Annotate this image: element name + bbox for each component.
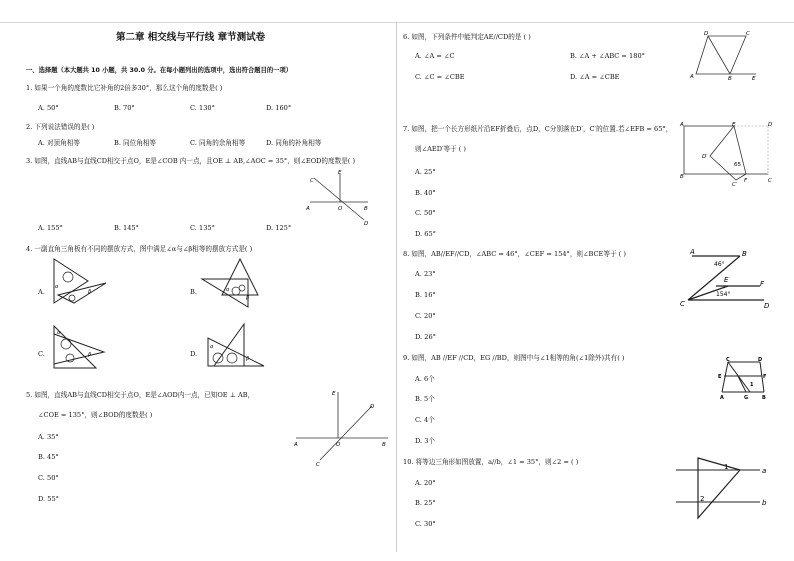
- q4a-alpha: α: [55, 284, 59, 290]
- q8-figure: [680, 248, 774, 310]
- q4-figure-c: [48, 324, 106, 372]
- q8-option-d[interactable]: D. 26°: [415, 333, 436, 341]
- q7-option-d[interactable]: D. 65°: [415, 230, 436, 238]
- q5-option-d[interactable]: D. 55°: [38, 495, 59, 503]
- q4-figure-d: [204, 322, 270, 368]
- q5-label-d: D: [370, 404, 375, 410]
- q8-label-e: E: [724, 276, 729, 284]
- q4c-beta: β: [88, 352, 92, 358]
- q3-label-d: D: [364, 221, 369, 227]
- q10-option-b[interactable]: B. 25°: [415, 499, 436, 507]
- q9-label-e: E: [718, 374, 722, 380]
- q9-label-b: B: [762, 395, 766, 401]
- question-9-stem: 9. 如图，AB //EF //CD，EG //BD，则图中与∠1相等的角(∠1除外)共有( ): [403, 354, 625, 362]
- q3-label-e: E: [338, 170, 342, 176]
- q6-label-b: B: [728, 76, 732, 82]
- q1-option-c[interactable]: C. 130°: [190, 104, 215, 112]
- section-heading: 一、选择题（本大题共 10 小题，共 30.0 分。在每小题列出的选项中，选出符合题目的一项）: [26, 67, 293, 74]
- q6-option-a[interactable]: A. ∠A = ∠C: [415, 52, 455, 60]
- q4b-beta: β: [246, 295, 250, 301]
- q6-option-d[interactable]: D. ∠A = ∠CBE: [570, 73, 620, 81]
- q7-option-b[interactable]: B. 40°: [415, 189, 436, 197]
- q3-option-c[interactable]: C. 135°: [190, 224, 215, 232]
- q3-label-o: O: [338, 206, 343, 212]
- q9-option-a[interactable]: A. 6个: [415, 375, 435, 383]
- q9-label-g: G: [744, 395, 749, 401]
- q10-angle-2: 2: [700, 495, 705, 503]
- q7-label-d: D: [768, 122, 773, 128]
- q5-label-b: B: [382, 442, 386, 448]
- q5-label-e: E: [332, 391, 336, 397]
- question-3-stem: 3. 如图，直线AB与直线CD相交于点O，E是∠COB 内一点，且OE ⊥ AB,∠AOC = 35°，则∠EOD的度数是( ): [26, 157, 356, 165]
- q7-label-f: F: [744, 178, 748, 184]
- q10-figure: [674, 456, 770, 522]
- q4-option-c[interactable]: C.: [38, 350, 45, 358]
- q3-option-b[interactable]: B. 145°: [114, 224, 139, 232]
- q4d-beta: β: [246, 356, 250, 362]
- question-4-stem: 4. 一副直角三角板有不同的摆放方式，图中满足∠α与∠β相等的摆放方式是( ): [26, 245, 253, 253]
- q10-line-a: a: [762, 467, 767, 475]
- q5-option-a[interactable]: A. 35°: [38, 433, 59, 441]
- q7-label-a: A: [680, 122, 684, 128]
- question-2-stem: 2. 下列说法错误的是( ): [26, 123, 95, 131]
- q9-angle-1: 1: [750, 382, 754, 388]
- q6-label-e: E: [752, 76, 756, 82]
- q6-option-b[interactable]: B. ∠A + ∠ABC = 180°: [570, 52, 645, 60]
- q3-label-a: A: [306, 206, 310, 212]
- q7-option-a[interactable]: A. 25°: [415, 168, 436, 176]
- q7-option-c[interactable]: C. 50°: [415, 209, 436, 217]
- question-6-stem: 6. 如图，下列条件中能判定AE//CD的是 ( ): [403, 33, 531, 41]
- q5-option-b[interactable]: B. 45°: [38, 453, 59, 461]
- q9-option-d[interactable]: D. 3个: [415, 437, 436, 445]
- q9-label-d: D: [758, 357, 763, 363]
- q5-label-o: O: [336, 442, 341, 448]
- question-5-stem: 5. 如图，直线AB与直线CD相交于点O，E是∠AOD内一点，已知OE ⊥ AB，: [26, 391, 255, 399]
- q9-label-f: F: [763, 374, 767, 380]
- q4b-alpha: α: [226, 287, 230, 293]
- q7-figure: [678, 120, 774, 186]
- q9-option-c[interactable]: C. 4个: [415, 416, 435, 424]
- q5-figure: [292, 388, 392, 466]
- q4-figure-a: [44, 257, 108, 307]
- q3-label-b: B: [364, 206, 368, 212]
- q8-option-a[interactable]: A. 23°: [415, 270, 436, 278]
- q5-label-c: C: [316, 462, 320, 468]
- q7-label-e: E: [732, 122, 736, 128]
- q10-line-b: b: [762, 499, 767, 507]
- q4a-beta: β: [88, 289, 92, 295]
- q6-label-c: C: [746, 31, 750, 37]
- q5-label-a: A: [294, 442, 298, 448]
- q2-option-b[interactable]: B. 同位角相等: [114, 139, 157, 147]
- q8-label-c: C: [680, 300, 685, 308]
- q7-angle-65: 65: [734, 162, 741, 168]
- q6-label-d: D: [704, 31, 709, 37]
- q2-option-d[interactable]: D. 同角的补角相等: [266, 139, 322, 147]
- q9-figure: [716, 356, 770, 402]
- q4-figure-b: [200, 257, 264, 309]
- q5-option-c[interactable]: C. 50°: [38, 474, 59, 482]
- q8-option-b[interactable]: B. 16°: [415, 291, 436, 299]
- q4d-alpha: α: [210, 344, 214, 350]
- q7-label-b: B: [680, 174, 684, 180]
- q10-angle-1: 1: [724, 463, 729, 471]
- q2-option-c[interactable]: C. 同角的余角相等: [190, 139, 246, 147]
- q6-option-c[interactable]: C. ∠C = ∠CBE: [415, 73, 465, 81]
- q10-option-a[interactable]: A. 20°: [415, 479, 436, 487]
- q8-option-c[interactable]: C. 20°: [415, 312, 436, 320]
- q3-label-c: C: [310, 178, 314, 184]
- q4-option-b[interactable]: B.: [190, 288, 197, 296]
- q8-angle-46: 46°: [714, 261, 725, 268]
- q10-option-c[interactable]: C. 30°: [415, 520, 436, 528]
- q9-option-b[interactable]: B. 5个: [415, 395, 435, 403]
- q4c-alpha: α: [57, 330, 61, 336]
- q7-label-c: C: [768, 178, 772, 184]
- question-10-stem: 10. 将等边三角形如图放置，a//b，∠1 = 35°，则∠2 = ( ): [403, 458, 579, 466]
- question-7-stem: 7. 如图，把一个长方形纸片沿EF折叠后，点D，C分别落在D′，C′的位置.若∠EFB = 65°，: [403, 125, 673, 133]
- q1-option-d[interactable]: D. 160°: [266, 104, 292, 112]
- q6-label-a: A: [690, 74, 694, 80]
- q2-option-a[interactable]: A. 对顶角相等: [38, 139, 80, 147]
- q4-option-a[interactable]: A.: [38, 288, 45, 296]
- q7-label-dprime: D′: [702, 154, 708, 160]
- q9-label-a: A: [720, 395, 724, 401]
- q3-figure: [306, 168, 376, 226]
- question-5-stem-line2: ∠COE = 135°，则∠BOD的度数是( ): [38, 411, 153, 419]
- q8-label-d: D: [764, 302, 770, 310]
- q6-figure: [690, 30, 758, 80]
- question-1-stem: 1. 如果一个角的度数比它补角的2倍多30°，那么这个角的度数是( ): [26, 84, 223, 92]
- q7-label-cprime: C′: [732, 182, 738, 188]
- q8-label-a: A: [690, 248, 695, 256]
- top-rule: [0, 22, 794, 23]
- question-7-stem-line2: 则∠AED′等于 ( ): [415, 145, 467, 153]
- page-title: 第二章 相交线与平行线 章节测试卷: [116, 32, 266, 43]
- q8-label-b: B: [742, 250, 747, 258]
- question-8-stem: 8. 如图，AB//EF//CD，∠ABC = 46°，∠CEF = 154°，则∠BCE等于 ( ): [403, 250, 626, 258]
- q1-option-b[interactable]: B. 70°: [114, 104, 135, 112]
- q3-option-d[interactable]: D. 125°: [266, 224, 292, 232]
- q9-label-c: C: [726, 357, 730, 363]
- column-divider: [396, 22, 397, 552]
- q8-angle-154: 154°: [716, 291, 731, 298]
- q8-label-f: F: [760, 280, 765, 288]
- q3-option-a[interactable]: A. 155°: [38, 224, 63, 232]
- q4-option-d[interactable]: D.: [190, 350, 198, 358]
- q1-option-a[interactable]: A. 50°: [38, 104, 59, 112]
